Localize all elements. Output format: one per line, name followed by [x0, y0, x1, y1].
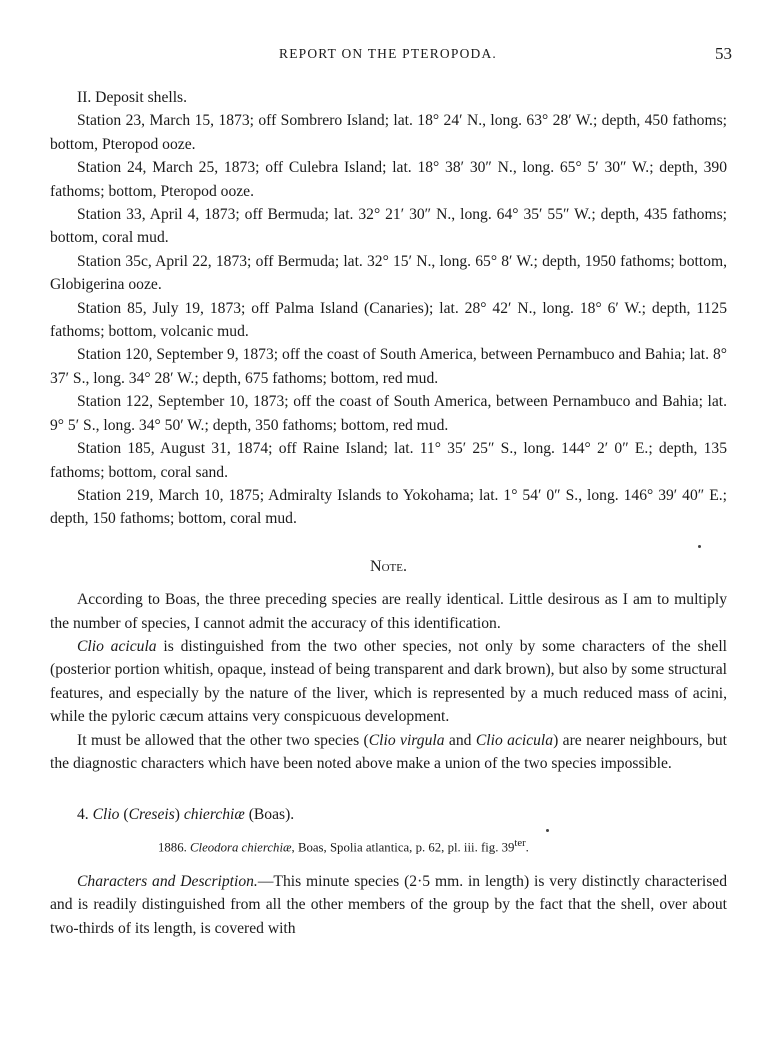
note-paragraph-2-text: is distinguished from the two other species, not only by some characters of the shell (posterior portion whitish, opaque, instead of being transparent and dark brown), but also by some structural features, and especially by the nature of the liver, which is represented by a much reduced mass of acini, while the pyloric cæcum attains very conspicuous development. — [50, 637, 728, 726]
description-text: —This minute species (2·5 mm. in length) is very distinctly characterised and is readily distinguished from all the other members of the group by the fact that the shell, over about two-thirds of its length, is covered with — [50, 873, 727, 937]
note-paragraph-3 — [50, 729, 727, 776]
running-title: REPORT ON THE PTEROPODA. — [278, 46, 497, 61]
reference-citation: , Boas, Spolia atlantica, p. 62, pl. iii. fig. 39 — [291, 840, 515, 855]
page-header — [0, 44, 776, 68]
species-name-italic: Clio virgula — [368, 731, 445, 749]
speck-mark — [698, 545, 701, 548]
deposit-shells-heading: II. Deposit shells. — [77, 89, 188, 106]
synonymy-reference — [50, 835, 727, 856]
species-subgenus: Creseis — [128, 806, 175, 824]
note-paragraph-2 — [50, 635, 727, 729]
species-genus: Clio — [92, 806, 120, 824]
station-entry: Station 23, March 15, 1873; off Sombrero Island; lat. 18° 24′ N., long. 63° 28′ W.; depth, 450 fathoms; bottom, Pteropod ooze. — [50, 112, 727, 153]
species-name-italic: Clio acicula — [475, 731, 554, 749]
station-entry: Station 219, March 10, 1875; Admiralty Islands to Yokohama; lat. 1° 54′ 0″ S., long. 146° 39′ 40″ E.; depth, 150 fathoms; bottom, coral mud. — [50, 486, 727, 528]
species-name-italic: Clio acicula — [77, 637, 157, 655]
note-paragraph-3-b: and — [444, 731, 476, 749]
reference-year: 1886. — [158, 840, 187, 855]
station-entry: Station 185, August 31, 1874; off Raine Island; lat. 11° 35′ 25″ S., long. 144° 2′ 0″ E.; depth, 135 fathoms; bottom, coral sand. — [50, 440, 727, 481]
page-body — [50, 86, 727, 940]
speck-mark — [546, 829, 549, 832]
reference-name: Cleodora chierchiæ — [190, 840, 292, 855]
station-entry: Station 24, March 25, 1873; off Culebra Island; lat. 18° 38′ 30″ N., long. 65° 5′ 30″ W.; depth, 390 fathoms; bottom, Pteropod ooze. — [50, 159, 727, 200]
note-paragraph-3-c: ) are nearer neighbours, but the diagnostic characters which have been noted above make a union of the two species impossible. — [50, 731, 728, 772]
description-paragraph — [50, 870, 727, 940]
reference-end: . — [525, 840, 529, 855]
station-entry: Station 120, September 9, 1873; off the coast of South America, between Pernambuco and Bahia; lat. 8° 37′ S., long. 34° 28′ W.; depth, 675 fathoms; bottom, red mud. — [50, 346, 727, 387]
species-number: 4. — [77, 806, 89, 824]
species-author: (Boas). — [248, 806, 295, 824]
note-paragraph-1: According to Boas, the three preceding species are really identical. Little desirous as I am to multiply the number of species, I cannot admit the accuracy of this identification. — [50, 591, 727, 632]
note-paragraph-3-a: It must be allowed that the other two species ( — [77, 731, 369, 749]
species-heading: 4. Clio (Creseis) chierchiæ (Boas). — [77, 806, 295, 824]
note-heading: Note. — [370, 557, 407, 575]
station-entry: Station 35c, April 22, 1873; off Bermuda; lat. 32° 15′ N., long. 65° 8′ W.; depth, 1950 fathoms; bottom, Globigerina ooze. — [50, 252, 727, 294]
page-number: 53 — [715, 44, 732, 63]
reference-superscript: ter — [514, 837, 526, 849]
description-heading: Characters and Description. — [77, 873, 258, 891]
station-entry: Station 85, July 19, 1873; off Palma Island (Canaries); lat. 28° 42′ N., long. 18° 6′ W.; depth, 1125 fathoms; bottom, volcanic mud. — [50, 299, 727, 341]
station-entry: Station 122, September 10, 1873; off the coast of South America, between Pernambuco and Bahia; lat. 9° 5′ S., long. 34° 50′ W.; depth, 350 fathoms; bottom, red mud. — [50, 393, 727, 434]
species-epithet: chierchiæ — [183, 806, 245, 824]
station-entry: Station 33, April 4, 1873; off Bermuda; lat. 32° 21′ 30″ N., long. 64° 35′ 55″ W.; depth, 435 fathoms; bottom, coral mud. — [50, 206, 727, 247]
